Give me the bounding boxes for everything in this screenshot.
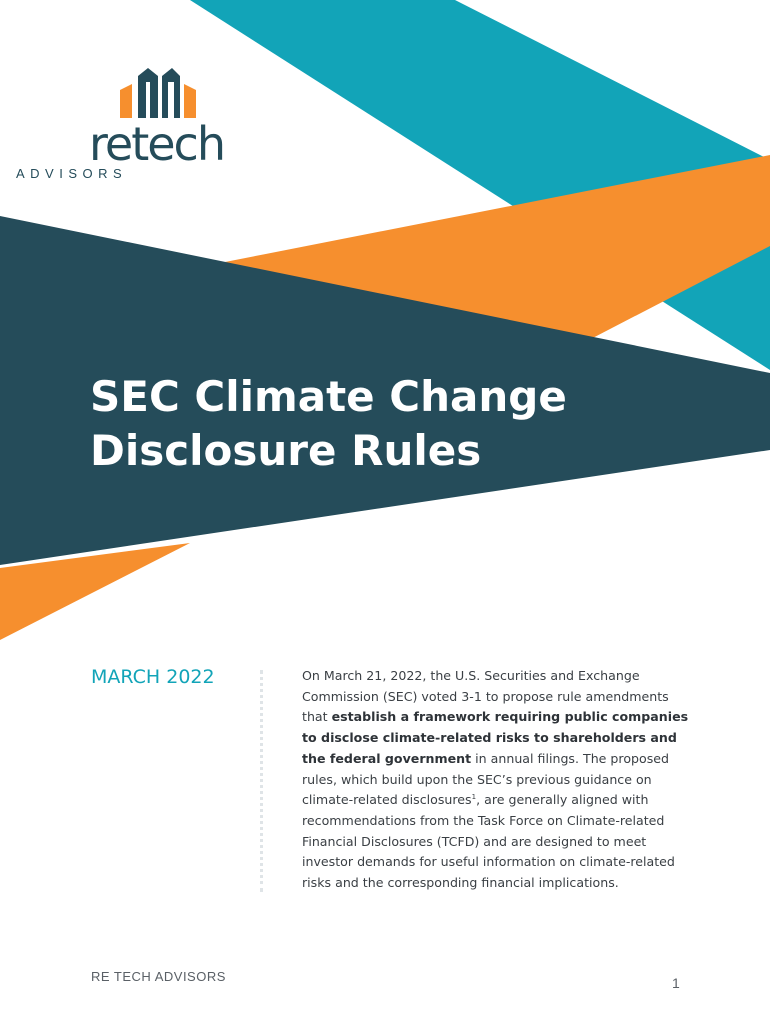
logo-subtitle: ADVISORS (16, 166, 128, 181)
intro-paragraph (302, 666, 692, 894)
building-arches-icon (118, 62, 198, 118)
logo-wordmark: retech (89, 117, 224, 171)
intro-bold-text: establish a framework requiring public companies to disclose climate-related risks to shareholders and the federal government (302, 709, 689, 766)
intro-text-part2: in annual filings. The proposed rules, which build upon the SEC’s previous guidance on climate-related disclosures (302, 750, 670, 808)
footnote-marker[interactable]: 1 (471, 793, 477, 802)
publication-date: MARCH 2022 (91, 666, 215, 688)
page-number: 1 (672, 975, 680, 991)
footer-company: RE TECH ADVISORS (91, 969, 226, 984)
title-line-2: Disclosure Rules (90, 426, 482, 475)
page-title (90, 370, 650, 478)
dotted-divider (260, 670, 263, 892)
intro-text-part1: On March 21, 2022, the U.S. Securities and Exchange Commission (SEC) voted 3-1 to propose rule amendments that (302, 668, 669, 725)
title-line-1: SEC Climate Change (90, 372, 567, 421)
intro-text-part3: , are generally aligned with recommendations from the Task Force on Climate-related Financial Disclosures (TCFD) and are designed to meet investor demands for useful information on climate-related risks and the corresponding financial implications. (302, 792, 675, 891)
